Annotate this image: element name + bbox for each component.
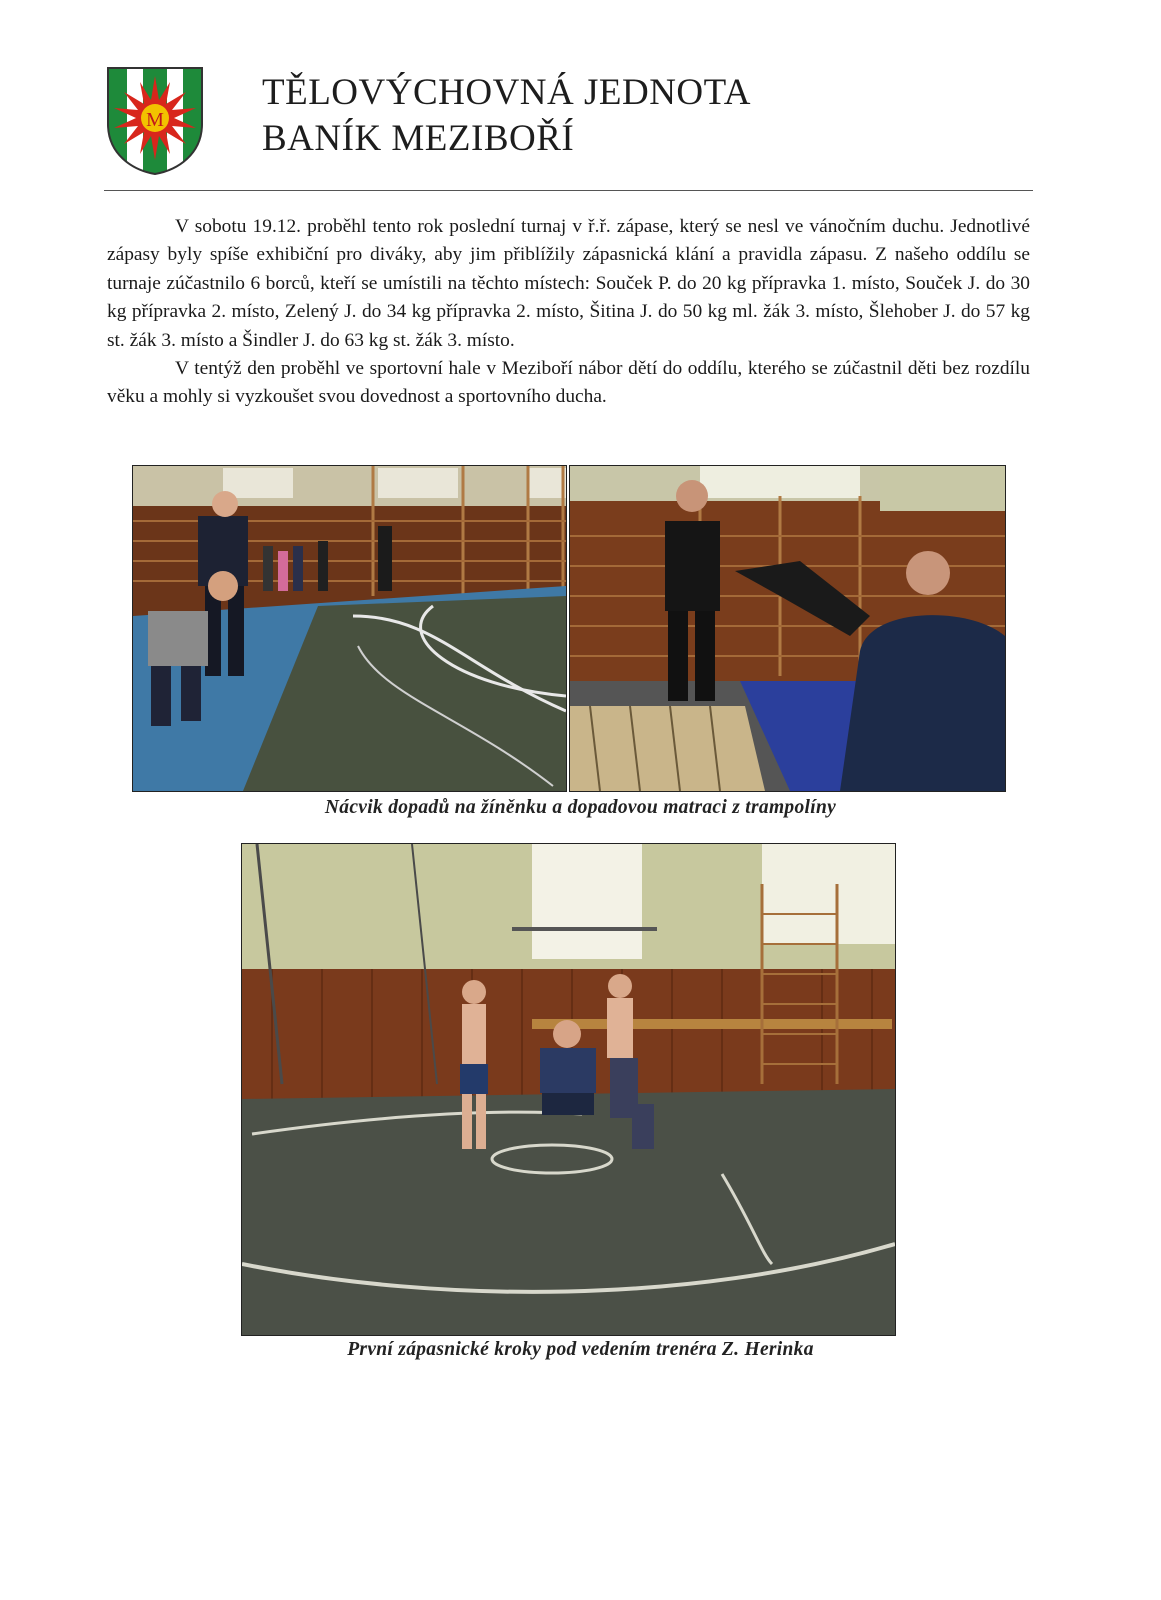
- article-paragraph-2: V tentýž den proběhl ve sportovní hale v Meziboří nábor dětí do oddílu, kterého se zúčastnil děti bez rozdílu věku a mohly si vyzkoušet svou dovednost a sportovního ducha.: [107, 358, 1030, 408]
- title-line-1: TĚLOVÝCHOVNÁ JEDNOTA: [262, 72, 752, 113]
- crest-letter: M: [146, 109, 164, 131]
- photo-landing-practice: [132, 465, 567, 792]
- article-paragraph-1: V sobotu 19.12. proběhl tento rok poslední turnaj v ř.ř. zápase, který se nesl ve vánočním duchu. Jednotlivé zápasy byly spíše exhibiční pro diváky, aby jim přiblížily zápasnická klání a pravidla zápasu. Z našeho oddílu se turnaje zúčastnilo 6 borců, kteří se umístili na těchto místech: Souček P. do 20 kg přípravka 1. místo, Souček J. do 30 kg přípravka 2. místo, Zelený J. do 34 kg přípravka 2. místo, Šitina J. do 50 kg ml. žák 3. místo, Šlehober J. do 57 kg st. žák 3. místo a Šindler J. do 63 kg st. žák 3. místo.: [107, 216, 1030, 351]
- page-header: [0, 0, 1161, 200]
- photo-trampoline-landing: [569, 465, 1006, 792]
- coat-of-arms-icon: [106, 66, 204, 176]
- title-line-2: BANÍK MEZIBOŘÍ: [262, 118, 575, 159]
- header-divider: [104, 190, 1033, 191]
- photo-caption-2: První zápasnické kroky pod vedením trenéra Z. Herinka: [347, 1339, 814, 1360]
- photo-caption-1: Nácvik dopadů na žíněnku a dopadovou matraci z trampolíny: [324, 797, 837, 818]
- article-body: [107, 213, 1030, 412]
- organization-title: [262, 70, 751, 162]
- photo-wrestling-first-steps: [241, 843, 896, 1336]
